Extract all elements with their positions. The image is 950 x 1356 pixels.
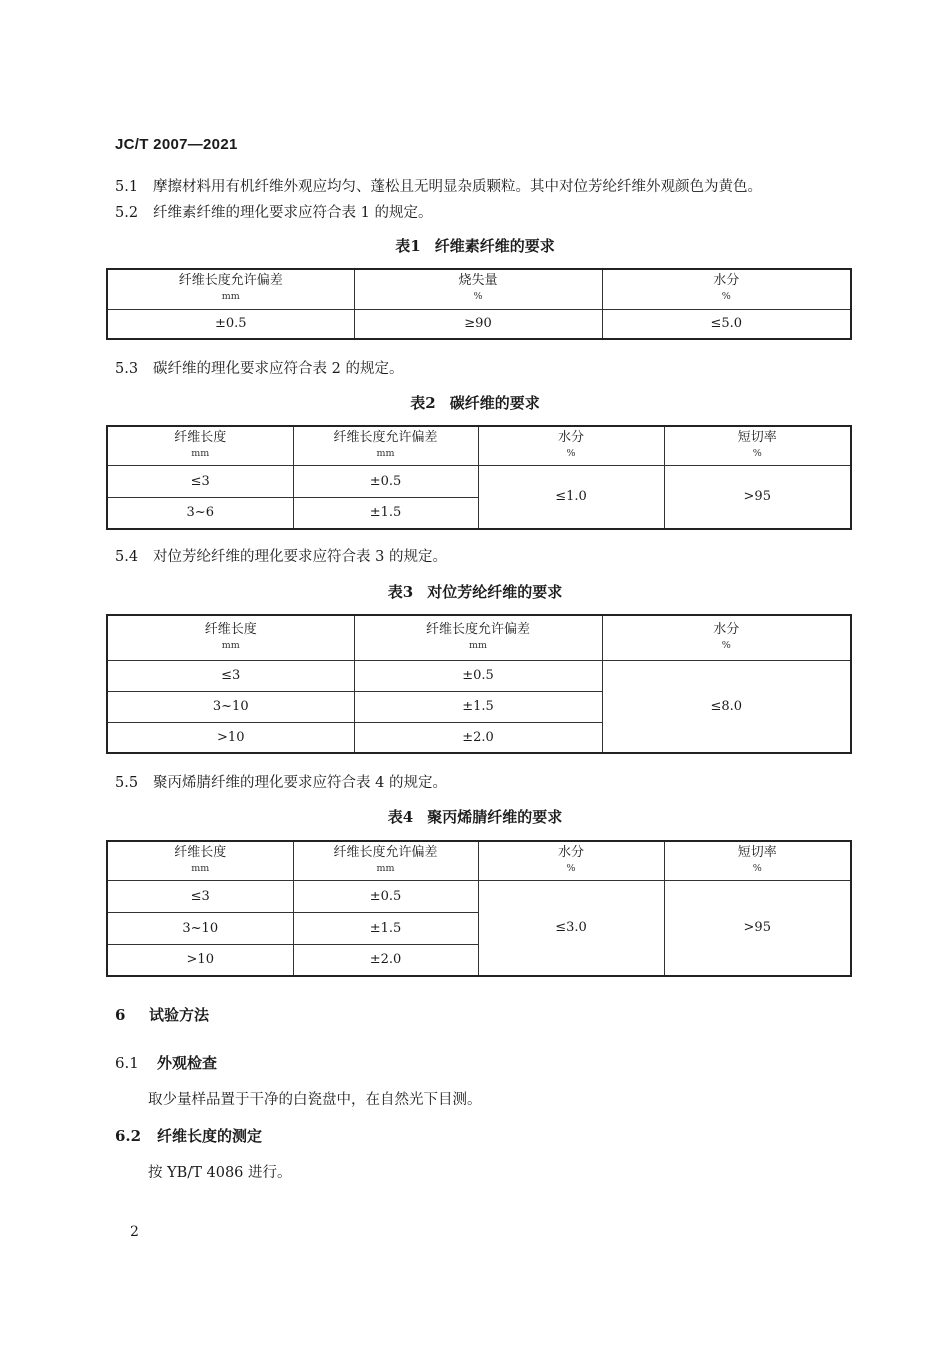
clause-5-5 bbox=[115, 771, 447, 792]
table-cell: ±0.5 bbox=[293, 880, 478, 912]
clause-number: 5.3 bbox=[115, 361, 139, 377]
header-cell: 水分 % bbox=[602, 615, 851, 660]
table-cell: ±1.5 bbox=[354, 691, 602, 722]
page-number: 2 bbox=[130, 1224, 139, 1240]
table-cell: ±0.5 bbox=[107, 309, 354, 339]
table-cell: ±0.5 bbox=[354, 660, 602, 691]
clause-5-1 bbox=[115, 175, 762, 196]
table-number: 表4 bbox=[387, 808, 414, 826]
section-6-heading bbox=[115, 1004, 209, 1025]
table-cell: ±0.5 bbox=[293, 465, 478, 497]
table-cell: 3~6 bbox=[107, 497, 293, 529]
clause-5-2 bbox=[115, 201, 432, 222]
table4 bbox=[106, 840, 852, 977]
table-cell: >10 bbox=[107, 722, 354, 753]
table-cell: >95 bbox=[664, 465, 851, 529]
header-cell: 水分 % bbox=[478, 426, 664, 465]
clause-number: 5.2 bbox=[115, 205, 139, 221]
table-header-row bbox=[107, 269, 851, 309]
section-number: 6.2 bbox=[115, 1127, 142, 1145]
clause-number: 5.4 bbox=[115, 549, 139, 565]
table-cell: ≤8.0 bbox=[602, 660, 851, 753]
header-cell: 水分 % bbox=[478, 841, 664, 880]
table-cell: ≤3.0 bbox=[478, 880, 664, 976]
table-cell: >10 bbox=[107, 944, 293, 976]
section-6-1-text: 取少量样品置于干净的白瓷盘中，在自然光下目测。 bbox=[148, 1092, 482, 1108]
section-title: 纤维长度的测定 bbox=[157, 1127, 263, 1145]
clause-text: 碳纤维的理化要求应符合表 2 的规定。 bbox=[153, 361, 404, 377]
clause-number: 5.5 bbox=[115, 775, 139, 791]
clause-number: 5.1 bbox=[115, 179, 139, 195]
table3 bbox=[106, 614, 852, 754]
header-cell: 纤维长度允许偏差 mm bbox=[354, 615, 602, 660]
section-number: 6 bbox=[115, 1006, 126, 1024]
table-cell: ≤3 bbox=[107, 660, 354, 691]
clause-text: 聚丙烯腈纤维的理化要求应符合表 4 的规定。 bbox=[153, 775, 447, 791]
table1-caption bbox=[0, 235, 950, 256]
table-cell: ≤5.0 bbox=[602, 309, 851, 339]
header-cell: 水分 % bbox=[602, 269, 851, 309]
table-title: 纤维素纤维的要求 bbox=[434, 237, 555, 255]
section-title: 试验方法 bbox=[149, 1006, 210, 1024]
header-cell: 短切率 % bbox=[664, 841, 851, 880]
clause-5-3 bbox=[115, 357, 403, 378]
table-row bbox=[107, 660, 851, 691]
table-row bbox=[107, 465, 851, 497]
table-cell: ±1.5 bbox=[293, 912, 478, 944]
table-title: 碳纤维的要求 bbox=[449, 394, 540, 412]
table-number: 表2 bbox=[410, 394, 436, 412]
table-header-row bbox=[107, 426, 851, 465]
header-cell: 纤维长度 mm bbox=[107, 841, 293, 880]
table2-caption bbox=[0, 392, 950, 413]
table3-caption bbox=[0, 581, 950, 602]
section-title: 外观检查 bbox=[157, 1054, 218, 1072]
table2 bbox=[106, 425, 852, 530]
table-cell: ≤1.0 bbox=[478, 465, 664, 529]
table-cell: 3~10 bbox=[107, 912, 293, 944]
table-number: 表3 bbox=[387, 583, 414, 601]
table1 bbox=[106, 268, 852, 340]
header-cell: 纤维长度允许偏差 mm bbox=[293, 426, 478, 465]
table-cell: ±2.0 bbox=[354, 722, 602, 753]
header-cell: 短切率 % bbox=[664, 426, 851, 465]
section-6-1-heading bbox=[115, 1052, 217, 1073]
table-row bbox=[107, 309, 851, 339]
header-cell: 烧失量 % bbox=[354, 269, 602, 309]
table-cell: ≤3 bbox=[107, 880, 293, 912]
table-cell: ±1.5 bbox=[293, 497, 478, 529]
clause-text: 摩擦材料用有机纤维外观应均匀、蓬松且无明显杂质颗粒。其中对位芳纶纤维外观颜色为黄色。 bbox=[153, 179, 762, 195]
header-cell: 纤维长度 mm bbox=[107, 615, 354, 660]
table-cell: 3~10 bbox=[107, 691, 354, 722]
section-number: 6.1 bbox=[115, 1054, 139, 1072]
table-title: 对位芳纶纤维的要求 bbox=[427, 583, 563, 601]
clause-5-4 bbox=[115, 545, 447, 566]
table-cell: ≤3 bbox=[107, 465, 293, 497]
table-title: 聚丙烯腈纤维的要求 bbox=[427, 808, 563, 826]
table-row bbox=[107, 880, 851, 912]
table-cell: ±2.0 bbox=[293, 944, 478, 976]
section-6-2-text: 按 YB/T 4086 进行。 bbox=[148, 1165, 292, 1181]
clause-text: 纤维素纤维的理化要求应符合表 1 的规定。 bbox=[153, 205, 433, 221]
table-header-row bbox=[107, 615, 851, 660]
table-cell: >95 bbox=[664, 880, 851, 976]
section-6-2-heading bbox=[115, 1125, 262, 1146]
table-header-row bbox=[107, 841, 851, 880]
clause-text: 对位芳纶纤维的理化要求应符合表 3 的规定。 bbox=[153, 549, 447, 565]
header-cell: 纤维长度允许偏差 mm bbox=[107, 269, 354, 309]
header-cell: 纤维长度允许偏差 mm bbox=[293, 841, 478, 880]
header-cell: 纤维长度 mm bbox=[107, 426, 293, 465]
document-header: JC/T 2007—2021 bbox=[115, 136, 238, 153]
table-number: 表1 bbox=[395, 237, 421, 255]
table-cell: ≥90 bbox=[354, 309, 602, 339]
table4-caption bbox=[0, 806, 950, 827]
